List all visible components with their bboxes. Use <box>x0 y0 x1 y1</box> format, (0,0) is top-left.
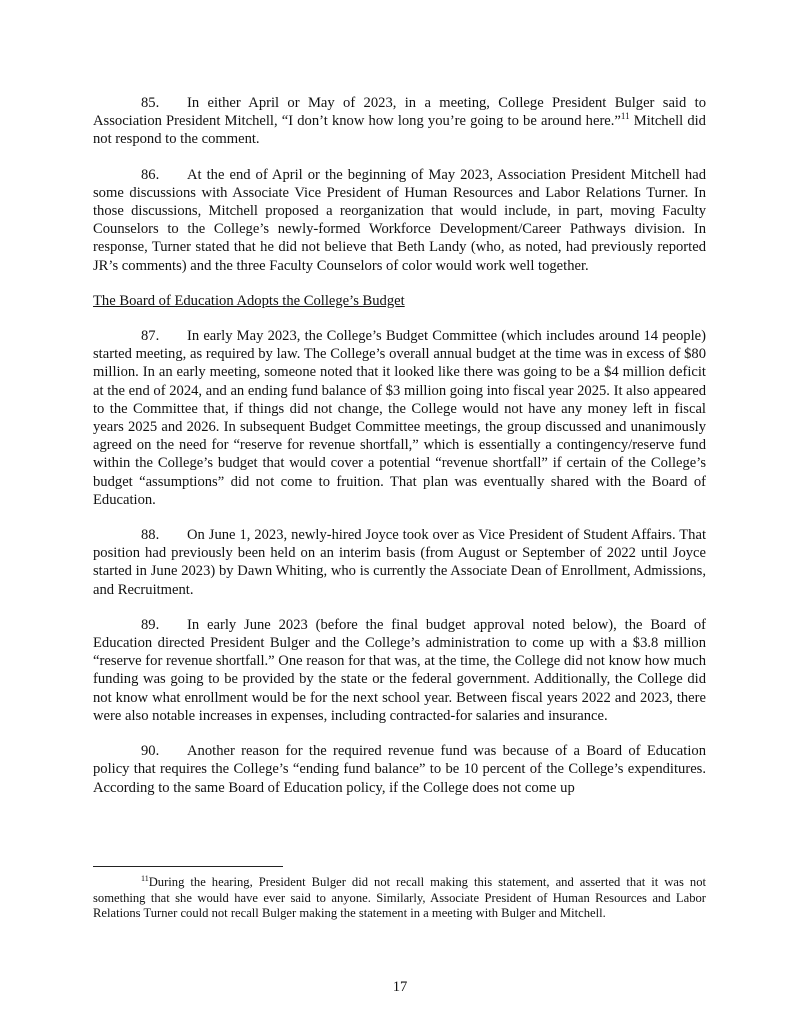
footnote-marker: 11 <box>141 874 149 883</box>
paragraph-text: In early May 2023, the College’s Budget Committee (which includes around 14 people) started meeting, as required by law. The College’s overall annual budget at the time was in excess of $80 million. In an early meeting, someone noted that it looked like there was going to be a $4 million deficit at the end of 2024, and an ending fund balance of $3 million going into fiscal year 2025. It also appeared to the Committee that, if things did not change, the College would not have any money left in fiscal years 2025 and 2026. In subsequent Budget Committee meetings, the group discussed and unanimously agreed on the need for “reserve for revenue shortfall,” which is essentially a contingency/reserve fund within the College’s budget that would cover a potential “revenue shortfall” if certain of the College’s budget “assumptions” did not come to fruition. That plan was eventually shared with the Board of Education. <box>93 328 706 508</box>
paragraph-89 <box>93 616 706 725</box>
paragraph-number: 90. <box>141 743 160 760</box>
paragraph-87 <box>93 327 706 509</box>
paragraph-text: In either April or May of 2023, in a meeting, College President Bulger said to Association President Mitchell, “I don’t know how long you’re going to be around here.” <box>93 95 706 130</box>
paragraph-text: Another reason for the required revenue fund was because of a Board of Education policy that requires the College’s “ending fund balance” to be 10 percent of the College’s expenditures. According to the same Board of Education policy, if the College does not come up <box>93 743 706 796</box>
paragraph-number: 89. <box>141 616 160 633</box>
document-body <box>93 94 706 814</box>
footnote <box>93 875 706 922</box>
paragraph-text: On June 1, 2023, newly-hired Joyce took over as Vice President of Student Affairs. That position had previously been held on an interim basis (from August or September of 2022 until Joyce started in June 2023) by Dawn Whiting, who is currently the Associate Dean of Enrollment, Admissions, and Recruitment. <box>93 527 706 598</box>
section-heading: The Board of Education Adopts the College’s Budget <box>93 292 405 309</box>
paragraph-number: 88. <box>141 527 160 544</box>
footnote-divider <box>93 866 283 867</box>
paragraph-number: 86. <box>141 166 160 183</box>
paragraph-85 <box>93 94 706 149</box>
paragraph-86 <box>93 166 706 275</box>
paragraph-90 <box>93 742 706 797</box>
paragraph-text-continued: Mitchell did not respond to the comment. <box>93 113 706 148</box>
paragraph-text: In early June 2023 (before the final budget approval noted below), the Board of Education directed President Bulger and the College’s administration to come up with a $3.8 million “reserve for revenue shortfall.” One reason for that was, at the time, the College did not know how much funding was going to be provided by the state or the federal government. Additionally, the College did not know what enrollment would be for the next school year. Between fiscal years 2022 and 2023, there were also notable increases in expenses, including contracted-for salaries and insurance. <box>93 616 706 724</box>
paragraph-number: 87. <box>141 328 160 345</box>
paragraph-number: 85. <box>141 95 160 111</box>
paragraph-88 <box>93 526 706 599</box>
paragraph-text: At the end of April or the beginning of May 2023, Association President Mitchell had some discussions with Associate Vice President of Human Resources and Labor Relations Turner. In those discussions, Mitchell proposed a reorganization that would include, in part, moving Faculty Counselors to the College’s newly-formed Workforce Development/Career Pathways division. In response, Turner stated that he did not believe that Beth Landy (who, as noted, had previously reported JR’s comments) and the three Faculty Counselors of color would work well together. <box>93 166 706 274</box>
page-number: 17 <box>392 979 408 995</box>
footnote-text: During the hearing, President Bulger did not recall making this statement, and asserted that it was not something that she would have ever said to anyone. Similarly, Associate President of Human Resources and Labor Relations Turner could not recall Bulger making the statement in a meeting with Bulger and Mitchell. <box>93 875 706 921</box>
footnote-reference: 11 <box>620 111 630 122</box>
